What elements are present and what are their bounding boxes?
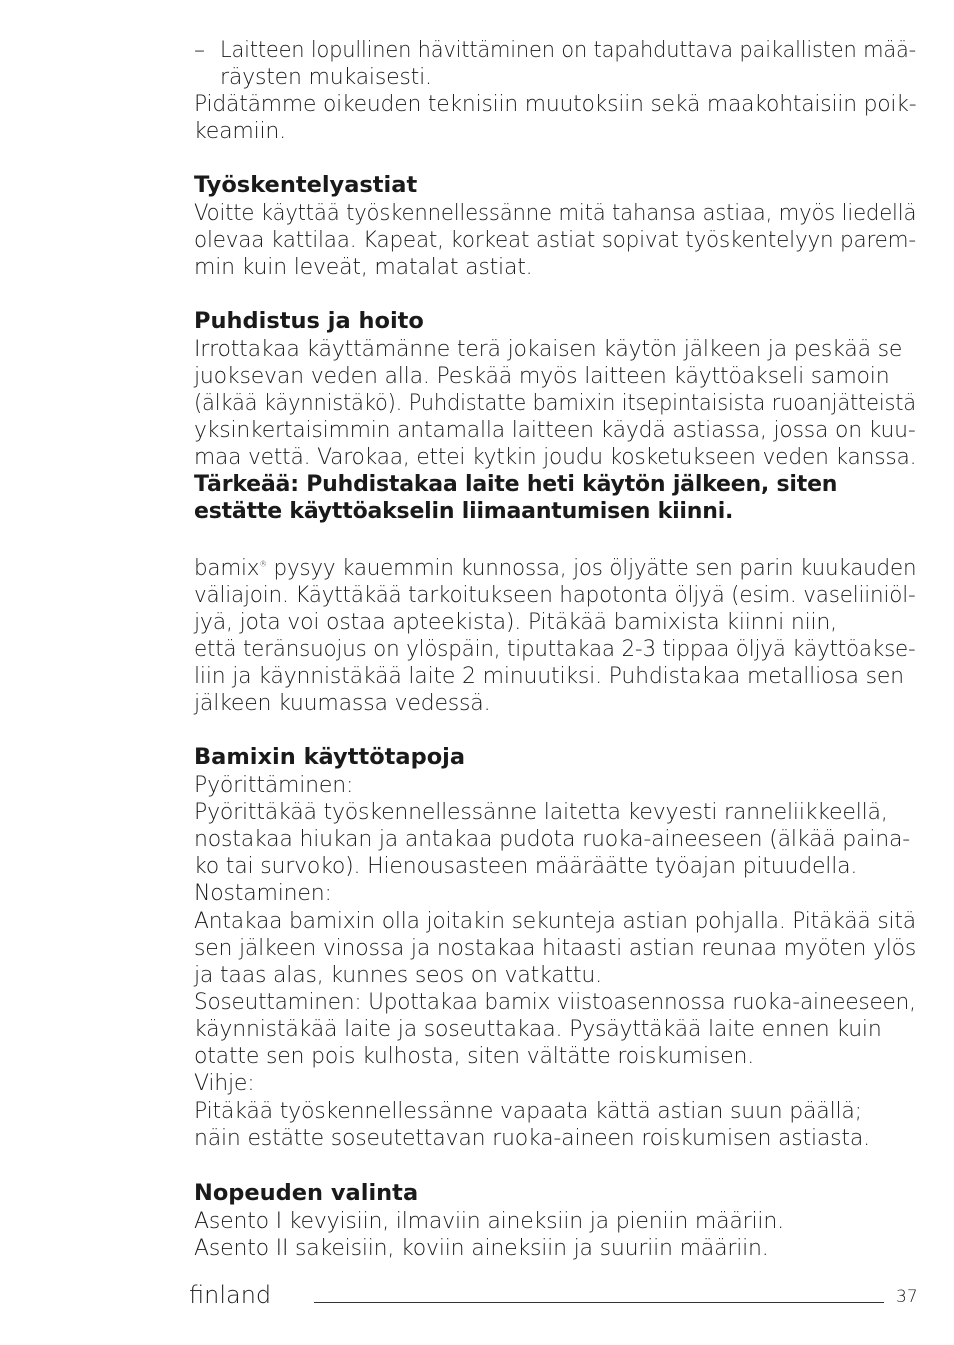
text-line: räysten mukaisesti. — [220, 65, 432, 90]
important-note: Tärkeää: Puhdistakaa laite heti käytön jälkeen, siten — [194, 472, 838, 497]
text-line: väliajoin. Käyttäkää tarkoitukseen hapotonta öljyä (esim. vaseliiniöl- — [194, 583, 916, 608]
footer-rule — [314, 1302, 884, 1303]
text-line: jyä, jota voi ostaa apteekista). Pitäkää bamixista kiinni niin, — [194, 610, 837, 635]
text-line: Laitteen lopullinen hävittäminen on tapahduttava paikallisten mää- — [220, 38, 917, 63]
text-line: Pidätämme oikeuden teknisiin muutoksiin sekä maakohtaisiin poik- — [194, 92, 917, 117]
text-line — [194, 989, 916, 1016]
important-note: estätte käyttöakselin liimaantumisen kiinni. — [194, 499, 734, 524]
text-line: Pitäkää työskennellessänne vapaata kättä astian suun päällä; — [194, 1099, 862, 1124]
section-heading: Työskentelyastiat — [194, 172, 418, 198]
text-line: juoksevan veden alla. Peskää myös laitteen käyttöakseli samoin — [194, 364, 890, 389]
text-line: yksinkertaisimmin antamalla laitteen käydä astiassa, jossa on kuu- — [194, 418, 916, 443]
text-line: käynnistäkää laite ja soseuttakaa. Pysäyttäkää laite ennen kuin — [194, 1017, 882, 1042]
brand-name: bamix — [194, 556, 260, 581]
text-line: (älkää käynnistäkö). Puhdistatte bamixin itsepintaisista ruoanjätteistä — [194, 391, 916, 416]
text-line: että teränsuojus on ylöspäin, tiputtakaa 2-3 tippaa öljyä käyttöakse- — [194, 637, 916, 662]
text-line: Irrottakaa käyttämänne terä jokaisen käytön jälkeen ja peskää se — [194, 337, 903, 362]
text-line: ja taas alas, kunnes seos on vatkattu. — [194, 963, 602, 988]
text-line — [194, 555, 916, 582]
text-line: Antakaa bamixin olla joitakin sekunteja astian pohjalla. Pitäkää sitä — [194, 909, 916, 934]
text-line: nostakaa hiukan ja antakaa pudota ruoka-aineeseen (älkää paina- — [194, 827, 911, 852]
page-number: 37 — [896, 1287, 918, 1307]
text-fragment: Upottakaa bamix viistoasennossa ruoka-aineeseen, — [361, 990, 916, 1015]
section-heading: Bamixin käyttötapoja — [194, 744, 466, 770]
subsection-label: Pyörittäminen: — [194, 773, 354, 798]
section-heading: Nopeuden valinta — [194, 1180, 419, 1206]
text-line: Asento I kevyisiin, ilmaviin aineksiin ja pieniin määriin. — [194, 1209, 784, 1234]
text-line: maa vettä. Varokaa, ettei kytkin joudu kosketukseen veden kanssa. — [194, 445, 917, 470]
text-line: liin ja käynnistäkää laite 2 minuutiksi. Puhdistakaa metalliosa sen — [194, 664, 904, 689]
text-line: min kuin leveät, matalat astiat. — [194, 255, 533, 280]
section-heading: Puhdistus ja hoito — [194, 308, 424, 334]
text-line: jälkeen kuumassa vedessä. — [194, 691, 491, 716]
text-line: sen jälkeen vinossa ja nostakaa hitaasti astian reunaa myöten ylös — [194, 936, 917, 961]
text-fragment: pysyy kauemmin kunnossa, jos öljyätte sen parin kuukauden — [266, 556, 917, 581]
text-line: keamiin. — [194, 119, 286, 144]
text-line: olevaa kattilaa. Kapeat, korkeat astiat sopivat työskentelyyn parem- — [194, 228, 916, 253]
text-line: näin estätte soseutettavan ruoka-aineen roiskumisen astiasta. — [194, 1126, 870, 1151]
text-line: Voitte käyttää työskennellessänne mitä tahansa astiaa, myös liedellä — [194, 201, 917, 226]
trademark-symbol: ® — [259, 559, 267, 569]
text-line: ko tai survoko). Hienousasteen määräätte työajan pituudella. — [194, 854, 858, 879]
text-line: otatte sen pois kulhosta, siten vältätte roiskumisen. — [194, 1044, 755, 1069]
text-line: Pyörittäkää työskennellessänne laitetta kevyesti ranneliikkeellä, — [194, 800, 888, 825]
subsection-label: Vihje: — [194, 1071, 255, 1096]
subsection-label: Nostaminen: — [194, 881, 332, 906]
list-bullet: – — [194, 38, 205, 63]
footer-country-label: finland — [189, 1281, 272, 1309]
text-line: Asento II sakeisiin, koviin aineksiin ja suuriin määriin. — [194, 1236, 769, 1261]
subsection-label: Soseuttaminen: — [194, 990, 362, 1015]
